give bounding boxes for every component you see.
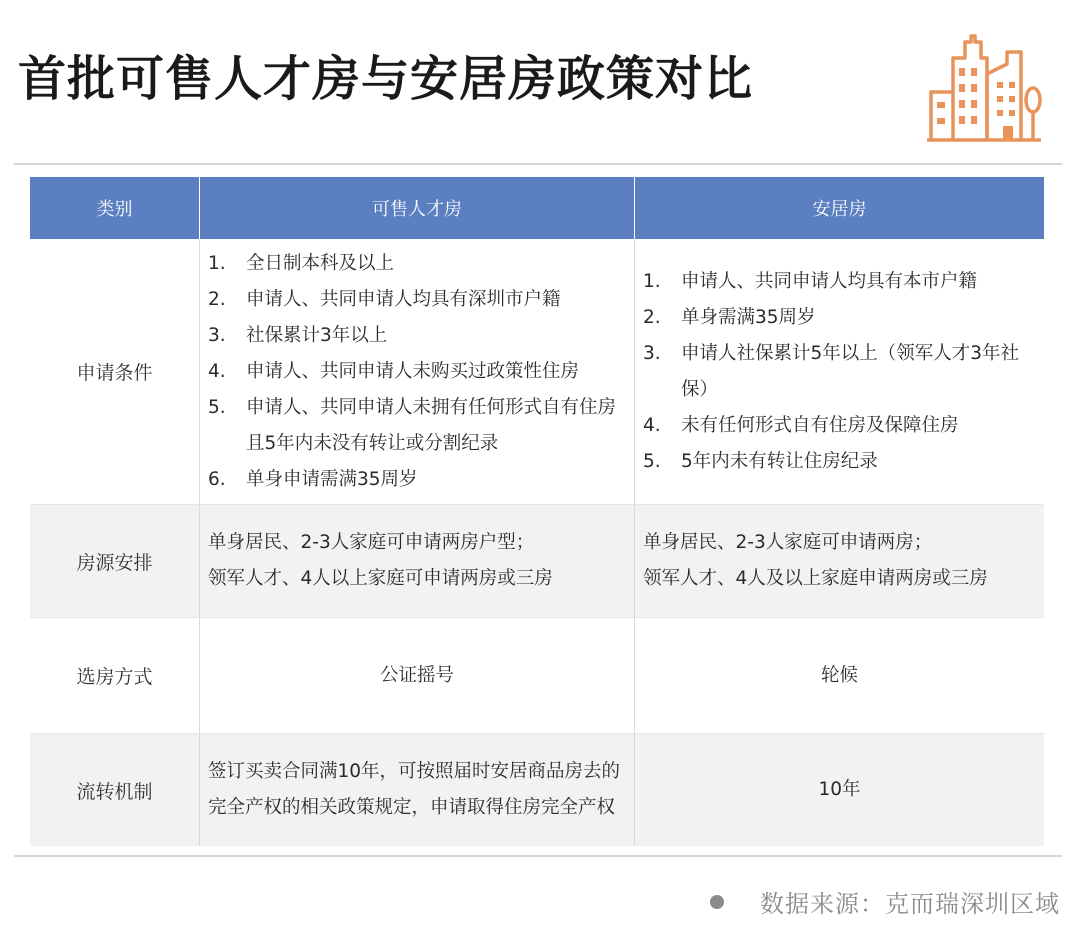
table-row	[30, 618, 1044, 734]
table-row	[30, 734, 1044, 846]
bottom-divider	[14, 855, 1062, 857]
list-item: 1. 申请人、共同申请人均具有本市户籍	[643, 270, 978, 292]
table-row	[30, 505, 1044, 618]
data-source	[710, 884, 1060, 919]
list-item: 5. 申请人、共同申请人未拥有任何形式自有住房且5年内未没有转让或分割纪录	[208, 396, 617, 454]
anju-allocation-line: 领军人才、4人及以上家庭申请两房或三房	[643, 568, 988, 589]
page-title: 首批可售人才房与安居房政策对比	[18, 51, 754, 107]
header-category: 类别	[30, 177, 200, 239]
table-row	[30, 239, 1044, 505]
talent-conditions-list	[208, 246, 626, 498]
row-category: 申请条件	[76, 362, 153, 384]
talent-allocation-line: 单身居民、2-3人家庭可申请两房户型；	[208, 532, 535, 553]
anju-allocation-line: 单身居民、2-3人家庭可申请两房；	[643, 532, 933, 553]
table-header	[30, 177, 1044, 239]
source-text: 数据来源：克而瑞深圳区域	[760, 890, 1060, 918]
list-item: 3. 社保累计3年以上	[208, 324, 388, 346]
list-item: 5. 5年内未有转让住房纪录	[643, 450, 878, 472]
dot-icon	[710, 895, 724, 909]
buildings-icon	[925, 30, 1045, 145]
list-item: 6. 单身申请需满35周岁	[208, 468, 418, 490]
header-talent-housing: 可售人才房	[200, 177, 635, 239]
list-item: 2. 申请人、共同申请人均具有深圳市户籍	[208, 288, 561, 310]
anju-conditions-list	[643, 264, 1036, 480]
talent-selection-method: 公证摇号	[379, 664, 454, 686]
talent-transfer-mechanism: 签订买卖合同满10年，可按照届时安居商品房去的完全产权的相关政策规定，申请取得住房完全产权	[208, 761, 621, 818]
anju-transfer-mechanism: 10年	[818, 779, 861, 800]
list-item: 4. 申请人、共同申请人未购买过政策性住房	[208, 360, 580, 382]
header-anju-housing: 安居房	[812, 199, 867, 220]
list-item: 2. 单身需满35周岁	[643, 306, 816, 328]
row-category: 房源安排	[76, 551, 153, 574]
top-divider	[14, 163, 1062, 165]
talent-allocation-line: 领军人才、4人以上家庭可申请两房或三房	[208, 568, 553, 589]
anju-selection-method: 轮候	[820, 664, 858, 686]
row-category: 选房方式	[76, 666, 153, 688]
list-item: 3. 申请人社保累计5年以上（领军人才3年社保）	[643, 342, 1020, 400]
list-item: 1. 全日制本科及以上	[208, 252, 395, 274]
list-item: 4. 未有任何形式自有住房及保障住房	[643, 414, 959, 436]
row-category: 流转机制	[76, 780, 153, 803]
policy-comparison-table	[30, 177, 1044, 846]
